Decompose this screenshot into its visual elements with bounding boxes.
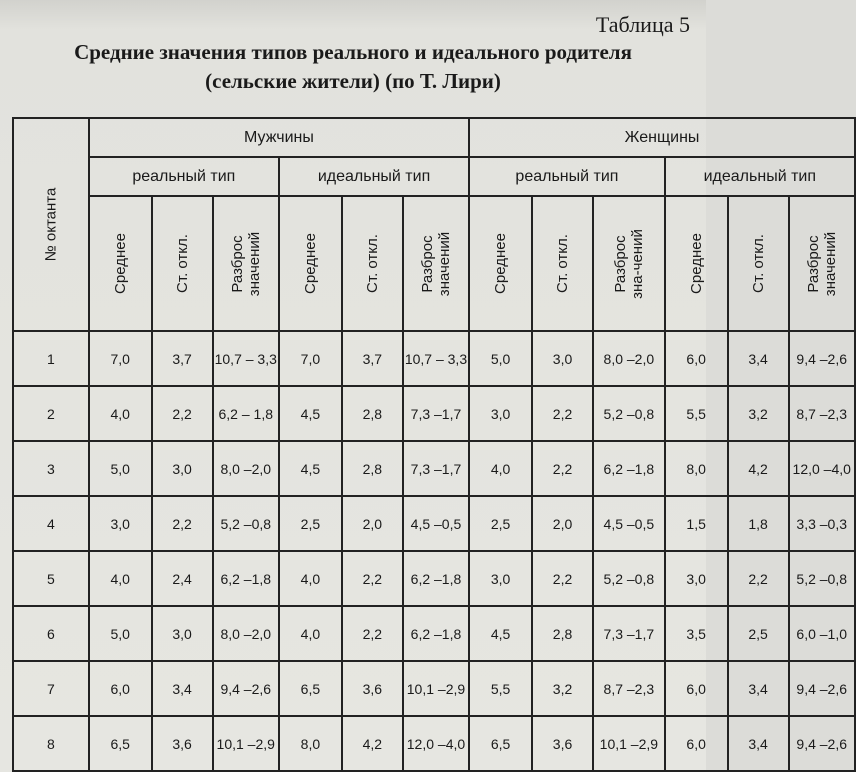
- table-cell: 3,0: [152, 441, 213, 496]
- table-cell: 1,8: [728, 496, 789, 551]
- table-cell: 5,2 –0,8: [213, 496, 279, 551]
- table-cell: 7,0: [279, 331, 342, 386]
- title-line-1: Средние значения типов реального и идеального родителя: [74, 40, 632, 64]
- table-cell: 2,2: [152, 386, 213, 441]
- table-cell: 3,4: [728, 331, 789, 386]
- octant-number: 7: [13, 661, 89, 716]
- table-cell: 6,0 –1,0: [789, 606, 855, 661]
- table-cell: 6,0: [665, 661, 728, 716]
- table-cell: 3,2: [728, 386, 789, 441]
- column-header-line: Ст. откл.: [173, 234, 191, 293]
- table-cell: 10,7 – 3,3: [213, 331, 279, 386]
- table-cell: 4,2: [728, 441, 789, 496]
- table-cell: 2,5: [279, 496, 342, 551]
- octant-number: 3: [13, 441, 89, 496]
- table-cell: 9,4 –2,6: [789, 716, 855, 771]
- column-header-line: Среднее: [687, 233, 705, 294]
- table-cell: 3,2: [532, 661, 593, 716]
- table-row: [13, 716, 855, 771]
- table-cell: 6,2 –1,8: [593, 441, 665, 496]
- column-header: [469, 196, 532, 331]
- table-cell: 8,7 –2,3: [593, 661, 665, 716]
- table-cell: 4,5: [279, 441, 342, 496]
- table-cell: 2,0: [532, 496, 593, 551]
- table-row: [13, 496, 855, 551]
- table-cell: 6,0: [89, 661, 152, 716]
- subgroup-header: идеальный тип: [279, 157, 469, 196]
- table-cell: 5,0: [89, 441, 152, 496]
- column-header: [342, 196, 403, 331]
- column-header: [152, 196, 213, 331]
- table-cell: 6,2 –1,8: [213, 551, 279, 606]
- table-cell: 3,5: [665, 606, 728, 661]
- table-row: [13, 661, 855, 716]
- table-cell: 5,0: [89, 606, 152, 661]
- table-cell: 6,5: [89, 716, 152, 771]
- column-header-line: значений: [245, 231, 263, 296]
- subgroup-header: реальный тип: [469, 157, 665, 196]
- column-header-line: Среднее: [492, 233, 510, 294]
- table-cell: 2,2: [342, 606, 403, 661]
- column-header: [279, 196, 342, 331]
- table-cell: 3,0: [532, 331, 593, 386]
- column-header: [89, 196, 152, 331]
- table-cell: 3,0: [469, 551, 532, 606]
- table-label: Таблица 5: [595, 12, 690, 37]
- table-title: [0, 38, 706, 96]
- table-row: [13, 606, 855, 661]
- table-cell: 2,5: [469, 496, 532, 551]
- table-cell: 6,5: [279, 661, 342, 716]
- table-cell: 5,2 –0,8: [593, 386, 665, 441]
- table-cell: 7,3 –1,7: [403, 441, 469, 496]
- table-cell: 8,0: [279, 716, 342, 771]
- table-cell: 10,7 – 3,3: [403, 331, 469, 386]
- table-cell: 2,5: [728, 606, 789, 661]
- table-cell: 3,0: [469, 386, 532, 441]
- table-cell: 5,5: [665, 386, 728, 441]
- column-header: [665, 196, 728, 331]
- table-cell: 4,5: [469, 606, 532, 661]
- table-cell: 12,0 –4,0: [789, 441, 855, 496]
- table-cell: 4,0: [279, 551, 342, 606]
- table-cell: 2,8: [342, 441, 403, 496]
- table-row: [13, 331, 855, 386]
- table-cell: 2,2: [152, 496, 213, 551]
- table-cell: 3,3 –0,3: [789, 496, 855, 551]
- column-header: [593, 196, 665, 331]
- table-cell: 9,4 –2,6: [789, 661, 855, 716]
- subgroup-header: идеальный тип: [665, 157, 855, 196]
- table-cell: 1,5: [665, 496, 728, 551]
- table-cell: 4,2: [342, 716, 403, 771]
- column-header-line: Ст. откл.: [554, 234, 572, 293]
- table-cell: 4,5 –0,5: [593, 496, 665, 551]
- octant-number: 2: [13, 386, 89, 441]
- table-cell: 7,3 –1,7: [593, 606, 665, 661]
- column-header-line: Среднее: [301, 233, 319, 294]
- table-cell: 3,6: [532, 716, 593, 771]
- table-cell: 3,7: [152, 331, 213, 386]
- column-header-line: Среднее: [111, 233, 129, 294]
- column-header-line: Разброс: [611, 234, 629, 293]
- column-header: [728, 196, 789, 331]
- column-header-line: зна-чений: [628, 228, 646, 299]
- table-cell: 10,1 –2,9: [593, 716, 665, 771]
- table-cell: 4,0: [89, 386, 152, 441]
- octant-number: 8: [13, 716, 89, 771]
- column-header-line: Ст. откл.: [749, 234, 767, 293]
- table-row: [13, 551, 855, 606]
- table-cell: 6,0: [665, 331, 728, 386]
- table-cell: 3,6: [152, 716, 213, 771]
- octant-number: 6: [13, 606, 89, 661]
- title-line-2: (сельские жители) (по Т. Лири): [205, 69, 501, 93]
- table-cell: 7,0: [89, 331, 152, 386]
- column-header-line: Ст. откл.: [363, 234, 381, 293]
- table-cell: 2,2: [532, 441, 593, 496]
- table-cell: 9,4 –2,6: [213, 661, 279, 716]
- data-table: [12, 117, 856, 772]
- column-header-line: Разброс: [418, 234, 436, 293]
- table-cell: 6,2 –1,8: [403, 606, 469, 661]
- column-header: [403, 196, 469, 331]
- table-row: [13, 386, 855, 441]
- table-cell: 4,5: [279, 386, 342, 441]
- table-cell: 2,0: [342, 496, 403, 551]
- column-header-line: Разброс: [804, 234, 822, 293]
- table-cell: 2,2: [532, 386, 593, 441]
- table-cell: 8,0 –2,0: [213, 441, 279, 496]
- table-cell: 3,4: [728, 661, 789, 716]
- column-header: [213, 196, 279, 331]
- table-cell: 4,5 –0,5: [403, 496, 469, 551]
- column-header-line: значений: [821, 231, 839, 296]
- table-cell: 8,0 –2,0: [593, 331, 665, 386]
- table-cell: 4,0: [469, 441, 532, 496]
- table-cell: 4,0: [279, 606, 342, 661]
- table-cell: 3,0: [665, 551, 728, 606]
- table-cell: 2,8: [342, 386, 403, 441]
- group-header-women: Женщины: [469, 118, 855, 157]
- table-cell: 2,8: [532, 606, 593, 661]
- table-cell: 3,0: [89, 496, 152, 551]
- table-row: [13, 441, 855, 496]
- table-cell: 10,1 –2,9: [403, 661, 469, 716]
- octant-number: 4: [13, 496, 89, 551]
- table-cell: 3,6: [342, 661, 403, 716]
- column-header: [789, 196, 855, 331]
- table-cell: 2,2: [728, 551, 789, 606]
- table-cell: 7,3 –1,7: [403, 386, 469, 441]
- table-cell: 8,7 –2,3: [789, 386, 855, 441]
- table-cell: 4,0: [89, 551, 152, 606]
- column-header: [532, 196, 593, 331]
- table-cell: 2,4: [152, 551, 213, 606]
- column-header-line: Разброс: [228, 234, 246, 293]
- table-cell: 2,2: [342, 551, 403, 606]
- table-cell: 3,4: [152, 661, 213, 716]
- group-header-men: Мужчины: [89, 118, 469, 157]
- table-cell: 10,1 –2,9: [213, 716, 279, 771]
- table-cell: 6,0: [665, 716, 728, 771]
- octant-header: № октанта: [13, 118, 89, 331]
- octant-number: 1: [13, 331, 89, 386]
- table-cell: 5,2 –0,8: [593, 551, 665, 606]
- table-cell: 3,7: [342, 331, 403, 386]
- table-cell: 6,2 – 1,8: [213, 386, 279, 441]
- table-cell: 2,2: [532, 551, 593, 606]
- table-cell: 9,4 –2,6: [789, 331, 855, 386]
- table-cell: 5,0: [469, 331, 532, 386]
- table-cell: 3,4: [728, 716, 789, 771]
- table-cell: 6,2 –1,8: [403, 551, 469, 606]
- octant-number: 5: [13, 551, 89, 606]
- table-cell: 6,5: [469, 716, 532, 771]
- table-cell: 5,5: [469, 661, 532, 716]
- table-cell: 8,0 –2,0: [213, 606, 279, 661]
- table-cell: 12,0 –4,0: [403, 716, 469, 771]
- table-cell: 3,0: [152, 606, 213, 661]
- table-cell: 8,0: [665, 441, 728, 496]
- column-header-line: значений: [435, 231, 453, 296]
- table-cell: 5,2 –0,8: [789, 551, 855, 606]
- subgroup-header: реальный тип: [89, 157, 279, 196]
